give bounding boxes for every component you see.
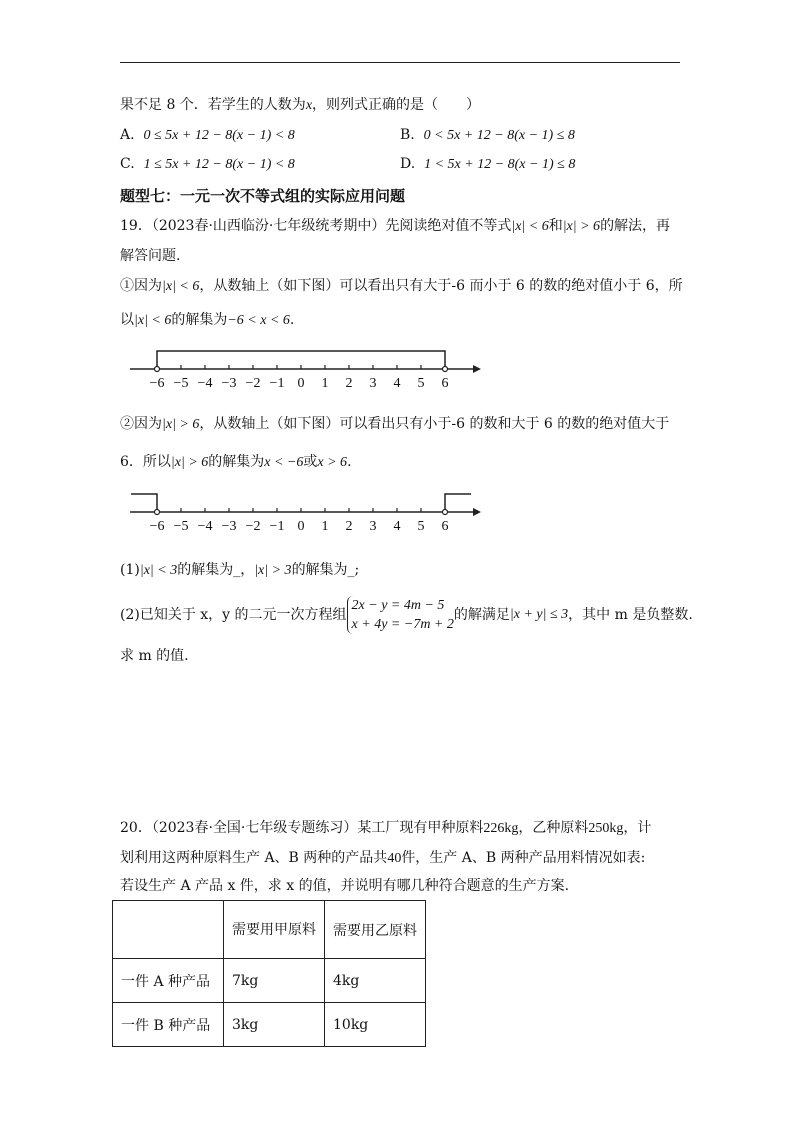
p1-text: ①因为 — [120, 278, 162, 294]
sub1-ineq1: |x| < 3 — [139, 563, 178, 578]
tick-label: −4 — [197, 519, 213, 534]
q18-var: x — [305, 98, 313, 113]
sub1-label: (1) — [120, 562, 140, 578]
open-endpoint — [443, 367, 448, 372]
number-line-1-group — [130, 351, 481, 391]
tick-label: −3 — [221, 519, 237, 534]
q19-ineq1: |x| < 6 — [511, 219, 549, 234]
axis-arrow — [473, 508, 481, 516]
tick-label: −1 — [269, 376, 285, 391]
header-rule — [120, 62, 680, 63]
equation-2: x + 4y = −7m + 2 — [351, 617, 454, 632]
solution-bracket-left — [131, 494, 157, 512]
sub1-text-c: 的解集为_; — [291, 562, 360, 578]
table-row — [113, 959, 426, 1003]
tick-label: 3 — [369, 376, 377, 391]
p2-solution-1: x < −6 — [264, 455, 304, 470]
p2-ineq: |x| > 6 — [162, 417, 200, 432]
number-line-2-group — [130, 494, 481, 534]
option-expr: 1 < 5x + 12 − 8(x − 1) ≤ 8 — [424, 157, 576, 172]
tick-label: −1 — [269, 519, 285, 534]
q19-intro-text: 19．（2023春·山西临汾·七年级统考期中）先阅读绝对值不等式 — [120, 218, 512, 234]
q19-part2 — [120, 414, 669, 435]
tick-label: 2 — [345, 376, 353, 391]
q20-line2 — [120, 848, 645, 869]
tick-label: −2 — [245, 519, 261, 534]
q19-ineq2: |x| > 6 — [562, 219, 601, 234]
option-label: C. — [120, 156, 135, 172]
q20-text-2: 划利用这两种原料生产 A、B 两种的产品共 — [120, 850, 388, 866]
q19-part1-sol — [120, 310, 294, 331]
q19-part1 — [120, 276, 683, 297]
p2-text-d: 的解集为 — [208, 454, 265, 470]
q18-text-tail: ，则列式正确的是（ ） — [312, 97, 481, 113]
table-cell: 10kg — [325, 1003, 426, 1047]
equation-system — [347, 596, 454, 634]
tick-label: 0 — [297, 519, 305, 534]
q20-text-b: ，乙种原料 — [518, 820, 589, 836]
option-d[interactable] — [400, 154, 575, 175]
p1-text-d: 的解集为 — [171, 312, 228, 328]
number-line-2 — [125, 488, 485, 538]
table-cell: 7kg — [224, 959, 325, 1003]
q19-intro-tail: 的解法，再 — [600, 218, 671, 234]
sub1-ineq2: |x| > 3 — [254, 563, 292, 578]
q19-intro-2: 解答问题. — [120, 248, 181, 264]
q20-line1 — [120, 818, 651, 839]
q19-sub2-end: 求 m 的值. — [120, 648, 189, 664]
q20-amount1: 226kg — [483, 821, 519, 836]
p1-ineq: |x| < 6 — [162, 279, 200, 294]
tick-label: −5 — [173, 519, 189, 534]
q18-text: 果不足 8 个．若学生的人数为 — [120, 97, 306, 113]
solution-bracket-right — [445, 494, 471, 512]
table-cell: 需要用甲原料 — [224, 901, 325, 959]
open-endpoint — [155, 510, 160, 515]
table-cell: 一件 A 种产品 — [113, 959, 224, 1003]
p1-text-b: ，从数轴上（如下图）可以看出只有大于-6 而小于 6 的数的绝对值小于 6，所 — [199, 278, 683, 294]
tick-label: 6 — [441, 519, 449, 534]
option-expr: 0 < 5x + 12 − 8(x − 1) ≤ 8 — [423, 128, 575, 143]
p1-solution: −6 < x < 6 — [227, 313, 290, 328]
q20-text-2b: 件，生产 A、B 两种产品用料情况如表: — [401, 850, 646, 866]
option-c[interactable] — [120, 154, 295, 175]
materials-table — [112, 900, 426, 1047]
p2-text-b: ，从数轴上（如下图）可以看出只有小于-6 的数和大于 6 的数的绝对值大于 — [199, 416, 670, 432]
table-cell: 3kg — [224, 1003, 325, 1047]
p2-end: . — [347, 454, 352, 470]
q20-line3: 若设生产 A 产品 x 件，求 x 的值，并说明有哪几种符合题意的生产方案. — [120, 878, 570, 894]
tick-label: 6 — [441, 376, 449, 391]
option-expr: 0 ≤ 5x + 12 − 8(x − 1) < 8 — [143, 128, 295, 143]
q20-amount2: 250kg — [588, 821, 624, 836]
option-a[interactable] — [120, 125, 295, 146]
q20-text-c: ，计 — [623, 820, 652, 836]
sub2-text-b: 的解满足 — [453, 607, 510, 623]
sub2-text: (2)已知关于 x，y 的二元一次方程组 — [120, 607, 347, 623]
p1-ineq-repeat: |x| < 6 — [134, 313, 172, 328]
sub2-text-c: ，其中 m 是负整数. — [568, 607, 693, 623]
table-header-row — [113, 901, 426, 959]
p2-or: 或 — [303, 454, 318, 470]
tick-label: 2 — [345, 519, 353, 534]
q20-total: 40 — [387, 851, 402, 866]
open-endpoint — [443, 510, 448, 515]
q19-sub2 — [120, 596, 693, 634]
q20-text: 20．（2023春·全国·七年级专题练习）某工厂现有甲种原料 — [120, 820, 484, 836]
p2-ineq-repeat: |x| > 6 — [170, 455, 209, 470]
equation-1: 2x − y = 4m − 5 — [351, 598, 445, 613]
q19-part2-sol — [120, 452, 352, 473]
tick-label: −3 — [221, 376, 237, 391]
option-b[interactable] — [400, 125, 575, 146]
table-row — [113, 1003, 426, 1047]
table-cell: 一件 B 种产品 — [113, 1003, 224, 1047]
tick-label: 4 — [393, 376, 401, 391]
tick-label: 1 — [321, 376, 329, 391]
tick-label: −4 — [197, 376, 213, 391]
table-cell — [113, 901, 224, 959]
tick-label: 5 — [417, 519, 425, 534]
option-label: D. — [400, 156, 416, 172]
option-label: B. — [400, 127, 415, 143]
table-cell: 4kg — [325, 959, 426, 1003]
q18-continuation — [120, 95, 480, 116]
tick-label: −5 — [173, 376, 189, 391]
tick-label: −6 — [149, 376, 165, 391]
option-label: A. — [120, 127, 135, 143]
tick-label: 3 — [369, 519, 377, 534]
open-endpoint — [155, 367, 160, 372]
p2-text: ②因为 — [120, 416, 162, 432]
option-expr: 1 ≤ 5x + 12 − 8(x − 1) < 8 — [143, 157, 295, 172]
section-title: 题型七：一元一次不等式组的实际应用问题 — [120, 187, 406, 205]
tick-label: 4 — [393, 519, 401, 534]
p1-end: . — [289, 312, 295, 328]
q19-intro — [120, 216, 670, 237]
tick-label: −6 — [149, 519, 165, 534]
q19-sub1 — [120, 560, 359, 581]
p2-solution-2: x > 6 — [317, 455, 348, 470]
q19-and: 和 — [548, 218, 563, 234]
p2-text-c: 6．所以 — [120, 454, 171, 470]
table-cell: 需要用乙原料 — [325, 901, 426, 959]
sub1-text-b: 的解集为_， — [177, 562, 255, 578]
p1-text-c: 以 — [120, 312, 134, 328]
tick-label: 5 — [417, 376, 425, 391]
tick-label: −2 — [245, 376, 261, 391]
tick-label: 1 — [321, 519, 329, 534]
tick-label: 0 — [297, 376, 305, 391]
axis-arrow — [473, 365, 481, 373]
sub2-condition: |x + y| ≤ 3 — [509, 607, 569, 622]
number-line-1 — [125, 345, 485, 395]
